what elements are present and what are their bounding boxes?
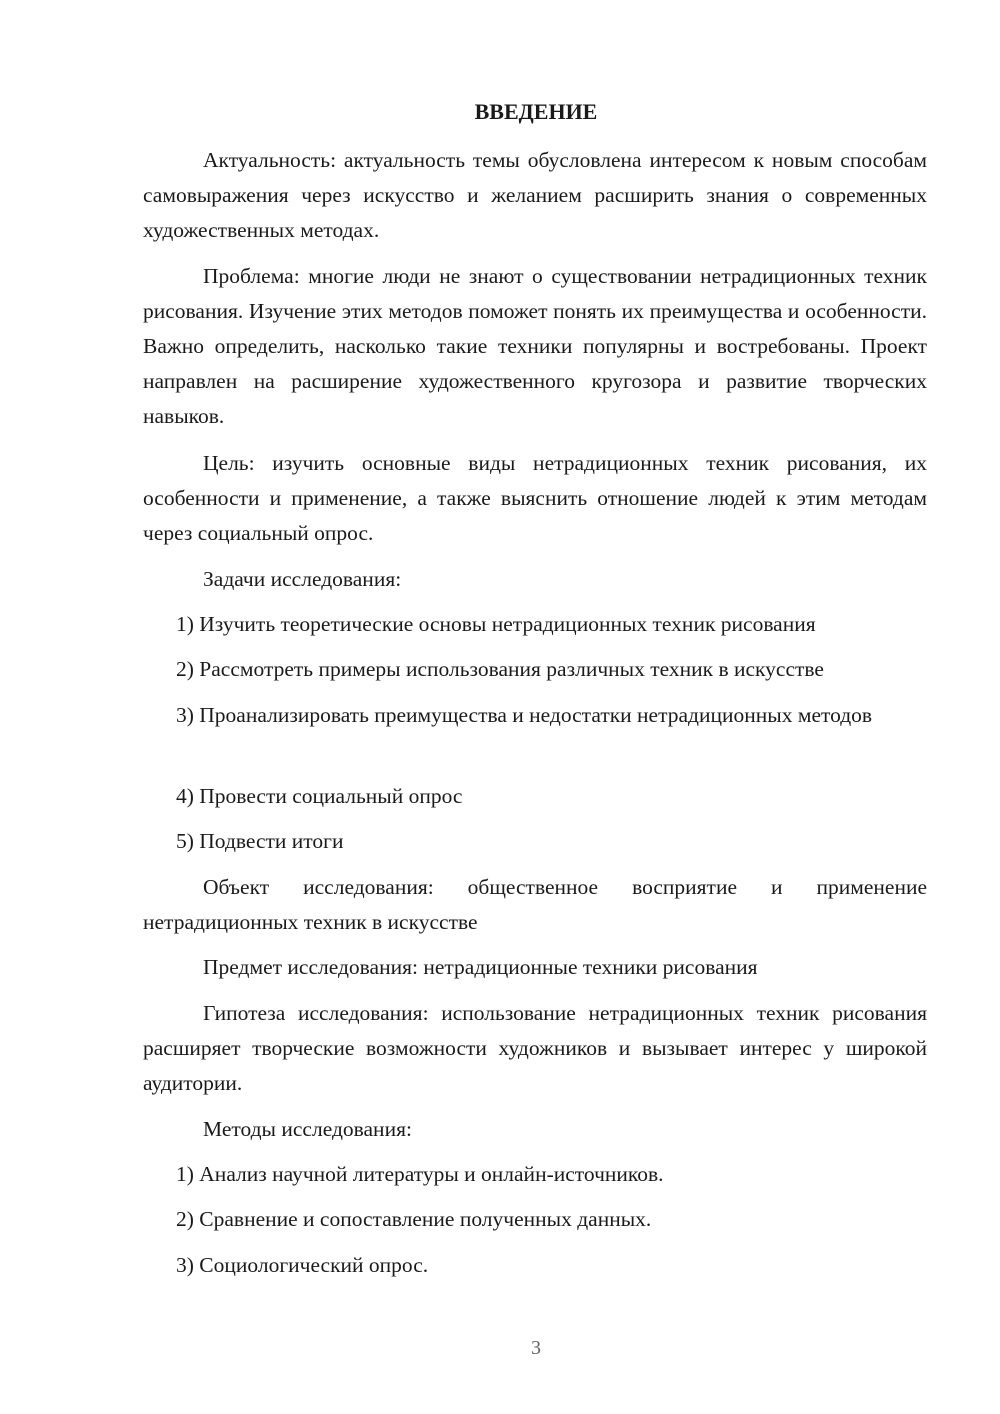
paragraph-subject: Предмет исследования: нетрадиционные техники рисования [203, 955, 758, 979]
method-item-2: 2) Сравнение и сопоставление полученных данных. [176, 1207, 652, 1231]
methods-heading: Методы исследования: [203, 1117, 412, 1141]
method-item-3: 3) Социологический опрос. [176, 1253, 429, 1277]
task-item-2: 2) Рассмотреть примеры использования различных техник в искусстве [176, 657, 824, 681]
task-item-5: 5) Подвести итоги [176, 829, 344, 853]
paragraph-problem: Проблема: многие люди не знают о существовании нетрадиционных техник рисования. Изучение этих методов поможет понять их преимущества и особенности. Важно определить, насколько такие техники популярны и востребованы. Проект направлен на расширение художественного кругозора и развитие творческих навыков. [143, 264, 927, 428]
task-item-1: 1) Изучить теоретические основы нетрадиционных техник рисования [176, 612, 816, 636]
task-item-4: 4) Провести социальный опрос [176, 784, 463, 808]
paragraph-goal: Цель: изучить основные виды нетрадиционных техник рисования, их особенности и применение, а также выяснить отношение людей к этим методам через социальный опрос. [143, 451, 927, 545]
task-item-3: 3) Проанализировать преимущества и недостатки нетрадиционных методов [176, 703, 873, 727]
paragraph-hypothesis: Гипотеза исследования: использование нетрадиционных техник рисования расширяет творческие возможности художников и вызывает интерес у широкой аудитории. [143, 1001, 927, 1095]
tasks-heading: Задачи исследования: [203, 567, 402, 591]
paragraph-relevance: Актуальность: актуальность темы обусловлена интересом к новым способам самовыражения через искусство и желанием расширить знания о современных художественных методах. [143, 148, 927, 242]
paragraph-object: Объект исследования: общественное восприятие и применение нетрадиционных техник в искусстве [143, 875, 927, 934]
method-item-1: 1) Анализ научной литературы и онлайн-источников. [176, 1162, 664, 1186]
section-title: ВВЕДЕНИЕ [474, 99, 598, 124]
page-number: 3 [531, 1337, 541, 1359]
